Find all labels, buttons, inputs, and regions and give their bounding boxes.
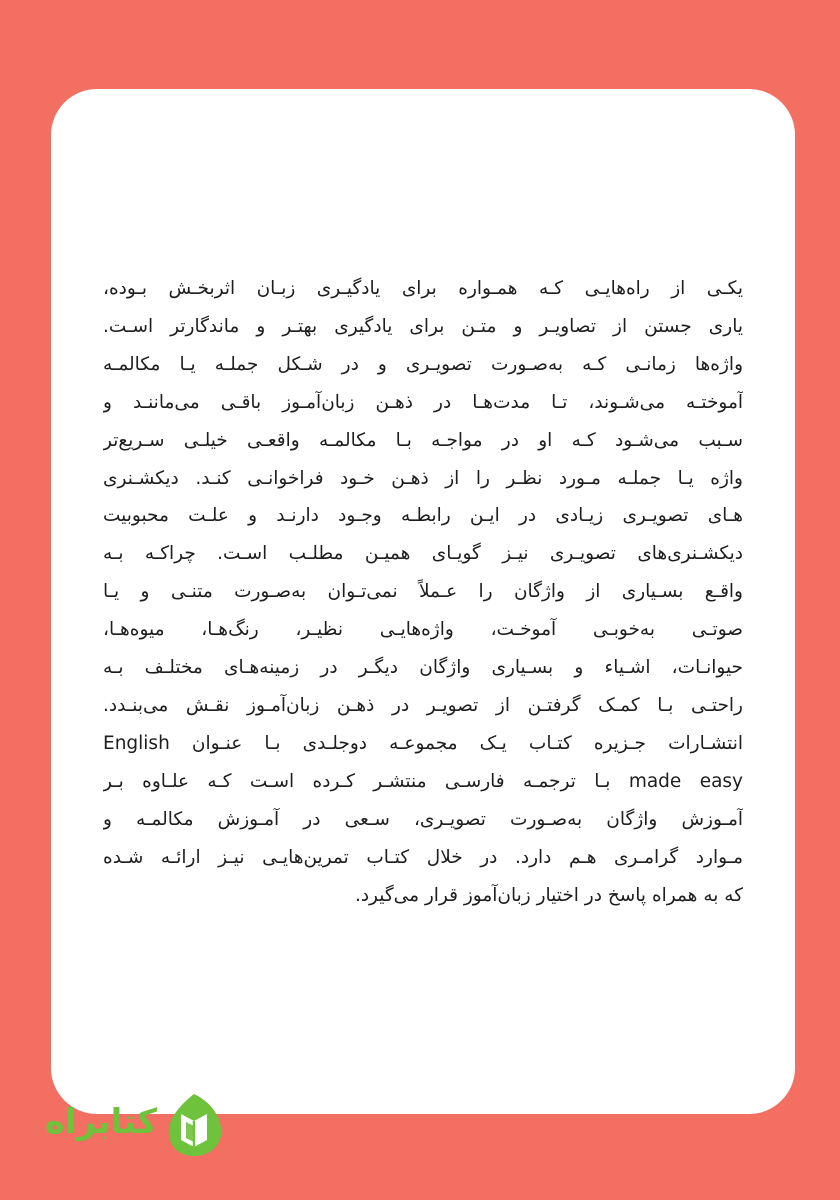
body-line: آمـوزش واژگان به‌صـورت تصویـری، سـعی در آمـوزش مکالمـه و: [103, 808, 743, 830]
body-line-last: که به همراه پاسخ در اختیار زبان‌آموز قرار می‌گیرد.: [354, 884, 743, 906]
body-line: دیکشـنری‌های تصویـری نیـز گویـای همیـن مطلـب اسـت. چراکـه بـه: [103, 543, 743, 565]
body-line: حیوانـات، اشـیاء و بسـیاری واژگان دیگـر در زمینه‌هـای مختلـف بـه: [103, 657, 743, 679]
logo-text: کتابراه: [44, 1102, 158, 1142]
body-line: انتشـارات جـزیره کتـاب یـک مجموعـه دوجلـدی بـا عنـوان English: [103, 732, 743, 754]
body-text: [103, 270, 743, 914]
body-line: راحتـی بـا کمـک گرفتـن از تصویـر در ذهـن زبان‌آمـوز نقـش می‌بنـدد.: [103, 694, 743, 716]
ketabrah-logo[interactable]: [40, 1090, 220, 1160]
body-line: made easy بـا ترجمـه فارسـی منتشـر کـرده اسـت کـه علـاوه بـر: [103, 770, 743, 792]
book-leaf-icon: [163, 1090, 225, 1160]
body-line: آموختـه می‌شـوند، تـا مدت‌هـا در ذهـن زبان‌آمـوز باقـی می‌ماننـد و: [103, 391, 743, 413]
body-line: مـوارد گرامـری هـم دارد. در خلال کتـاب تمرین‌هایـی نیـز ارائـه شـده: [103, 846, 743, 868]
body-line: هـای تصویـری زیـادی در ایـن رابطـه وجـود دارنـد و علـت محبوبیت: [103, 505, 743, 527]
body-line: یاری جستن از تصاویـر و متـن برای یادگیری بهتـر و ماندگارتر اسـت.: [103, 315, 743, 337]
body-line: واژه یـا جملـه مـورد نظـر را از ذهـن خـود فراخوانـی کنـد. دیکشـنری: [103, 467, 743, 489]
body-line: سـبب می‌شـود کـه او در مواجـه بـا مکالمـه واقعـی خیلـی سـریع‌تر: [103, 429, 743, 451]
body-line: یکـی از راه‌هایـی کـه همـواره برای یادگیـری زبـان اثربخـش بـوده،: [103, 278, 743, 299]
body-line: واقـع بسـیاری از واژگان را عـملاً نمی‌تـوان به‌صـورت متنـی و یـا: [103, 581, 743, 603]
body-line: واژه‌ها زمانـی کـه به‌صـورت تصویـری و در شـکل جملـه یـا مکالمـه: [103, 353, 743, 375]
body-line: صوتـی به‌خوبـی آموخـت، واژه‌هایـی نظیـر، رنگ‌هـا، میوه‌هـا،: [103, 619, 743, 641]
